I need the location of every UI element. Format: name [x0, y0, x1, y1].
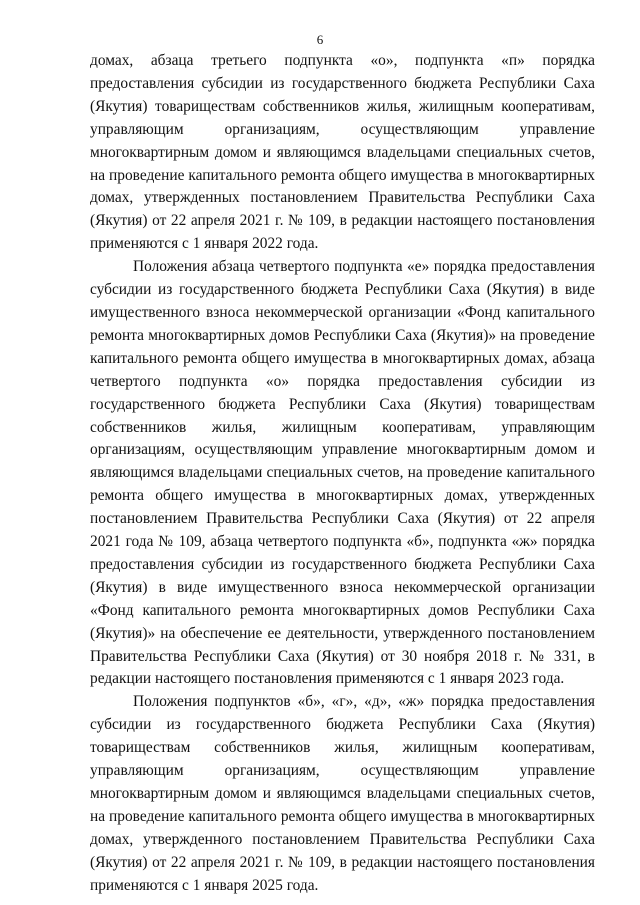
page-number: 6 [316, 32, 324, 47]
paragraph-provisions-2025: Положения подпунктов «б», «г», «д», «ж» порядка предоставления субсидии из государственного бюджета Республики Саха (Якутия) товариществам собственников жилья, жилищным кооперативам, управляющим организациям, осуществляющим управление многоквартирным домом и являющимся владельцами специальных счетов, на проведение капитального ремонта общего имущества в многоквартирных домах, утвержденного постановлением Правительства Республики Саха (Якутия) от 22 апреля 2021 г. № 109, в редакции настоящего постановления применяются с 1 января 2025 года. [90, 693, 595, 894]
paragraph-continuation: домах, абзаца третьего подпункта «о», подпункта «п» порядка предоставления субсидии из государственного бюджета Республики Саха (Якутия) товариществам собственников жилья, жилищным кооперативам, управляющим организациям, осуществляющим управление многоквартирным домом и являющимся владельцами специальных счетов, на проведение капитального ремонта общего имущества в многоквартирных домах, утвержденных постановлением Правительства Республики Саха (Якутия) от 22 апреля 2021 г. № 109, в редакции настоящего постановления применяются с 1 января 2022 года. [90, 52, 595, 253]
document-body [90, 50, 595, 898]
paragraph-provisions-2023: Положения абзаца четвертого подпункта «е» порядка предоставления субсидии из государственного бюджета Республики Саха (Якутия) в виде имущественного взноса некоммерческой организации «Фонд капитального ремонта многоквартирных домов Республики Саха (Якутия)» на проведение капитального ремонта общего имущества в многоквартирных домах, абзаца четвертого подпункта «о» порядка предоставления субсидии из государственного бюджета Республики Саха (Якутия) товариществам собственников жилья, жилищным кооперативам, управляющим организациям, осуществляющим управление многоквартирным домом и являющимся владельцами специальных счетов, на проведение капитального ремонта общего имущества в многоквартирных домах, утвержденных постановлением Правительства Республики Саха (Якутия) от 22 апреля 2021 года № 109, абзаца четвертого подпункта «б», подпункта «ж» порядка предоставления субсидии из государственного бюджета Республики Саха (Якутия) в виде имущественного взноса некоммерческой организации «Фонд капитального ремонта многоквартирных домов Республики Саха (Якутия)» на обеспечение ее деятельности, утвержденного постановлением Правительства Республики Саха (Якутия) от 30 ноября 2018 г. № 331, в редакции настоящего постановления применяются с 1 января 2023 года. [90, 258, 595, 688]
